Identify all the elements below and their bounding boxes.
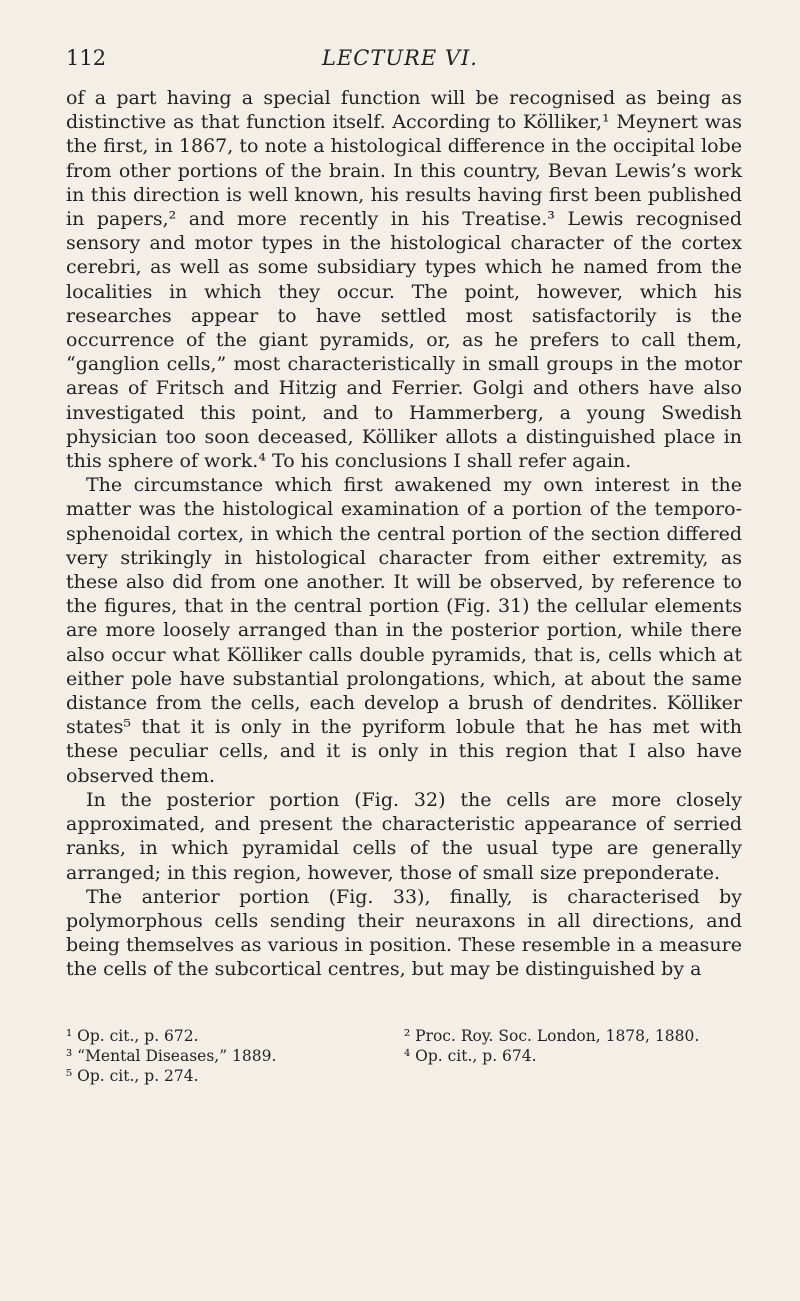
page-header [0, 46, 800, 76]
footnote-row [66, 1046, 742, 1066]
paragraph: In the posterior portion (Fig. 32) the cells are more closely approximated, and present the characteristic appearance of serried ranks, in which pyramidal cells of the usual type are generally arranged; in this region, however, those of small size preponderate. [66, 788, 742, 884]
footnote: ¹ Op. cit., p. 672. [66, 1027, 199, 1045]
paragraph: The circumstance which first awakened my own interest in the matter was the histological examination of a portion of the temporo-sphenoidal cortex, in which the central portion of the section differed very strikingly in histological character from either extremity, as these also did from one another. It will be observed, by reference to the figures, that in the central portion (Fig. 31) the cellular elements are more loosely arranged than in the posterior portion, while there also occur what Kölliker calls double pyramids, that is, cells which at either pole have substantial prolongations, which, at about the same distance from the cells, each develop a brush of dendrites. Kölliker states⁵ that it is only in the pyriform lobule that he has met with these peculiar cells, and it is only in this region that I also have observed them. [66, 474, 742, 787]
footnotes [66, 1026, 742, 1086]
page-number: 112 [66, 46, 107, 70]
footnote: ⁵ Op. cit., p. 274. [66, 1067, 199, 1085]
footnote: ² Proc. Roy. Soc. London, 1878, 1880. [404, 1027, 700, 1045]
body-text [66, 86, 742, 982]
footnote: ⁴ Op. cit., p. 674. [404, 1047, 537, 1065]
footnote-row [66, 1026, 742, 1046]
paragraph: of a part having a special function will be recognised as being as distinctive as that function itself. According to Kölliker,¹ Meynert was the first, in 1867, to note a histological difference in the occipital lobe from other portions of the brain. In this country, Bevan Lewis’s work in this direction is well known, his results having first been published in papers,² and more recently in his Treatise.³ Lewis recognised sensory and motor types in the histological character of the cortex cerebri, as well as some subsidiary types which he named from the localities in which they occur. The point, however, which his researches appear to have settled most satisfactorily is the occurrence of the giant pyramids, or, as he prefers to call them, “ganglion cells,” most characteristically in small groups in the motor areas of Fritsch and Hitzig and Ferrier. Golgi and others have also investigated this point, and to Hammerberg, a young Swedish physician too soon deceased, Kölliker allots a distinguished place in this sphere of work.⁴ To his conclusions I shall refer again. [66, 87, 742, 473]
running-head: LECTURE VI. [321, 46, 478, 70]
footnote [404, 1066, 742, 1086]
footnote: ³ “Mental Diseases,” 1889. [66, 1047, 277, 1065]
paragraph: The anterior portion (Fig. 33), finally, is characterised by polymorphous cells sending their neuraxons in all directions, and being themselves as various in position. These resemble in a measure the cells of the subcortical centres, but may be distinguished by a [66, 885, 742, 981]
footnote-row [66, 1066, 742, 1086]
